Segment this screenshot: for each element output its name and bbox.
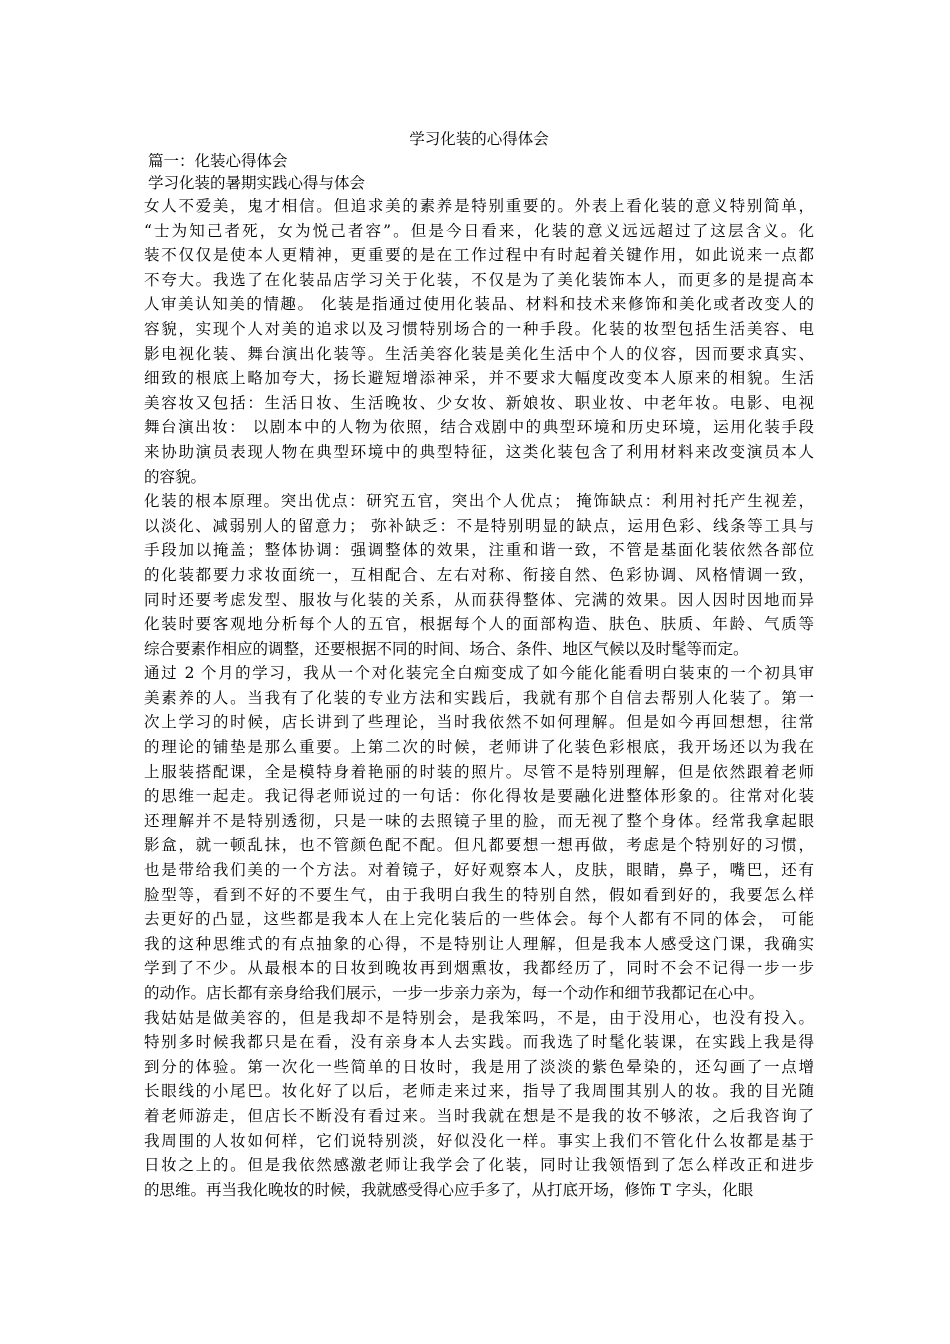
text-line: 也是带给我们美的一个方法。对着镜子，好好观察本人，皮肤，眼睛，鼻子，嘴巴，还有 <box>144 861 814 880</box>
text-line: 去更好的凸显，这些都是我本人在上完化装后的一些体会。每个人都有不同的体会， 可能 <box>144 910 814 929</box>
text-line: 化装时要客观地分析每个人的五官，根据每个人的面部构造、肤色、肤质、年龄、气质等 <box>144 615 814 634</box>
text-line: 特别多时候我都只是在看，没有亲身本人去实践。而我选了时髦化装课，在实践上我是得 <box>144 1033 814 1052</box>
document-title: 学习化装的心得体会 <box>409 130 549 148</box>
text-line: 的理论的铺垫是那么重要。上第二次的时候，老师讲了化装色彩根底，我开场还以为我在 <box>144 738 814 757</box>
text-line: 装不仅仅是使本人更精神，更重要的是在工作过程中有时起着关键作用，如此说来一点都 <box>144 246 814 265</box>
text-line: 我周围的人妆如何样，它们说特别淡，好似没化一样。事实上我们不管化什么妆都是基于 <box>144 1131 814 1150</box>
text-line: 综合要素作相应的调整，还要根据不同的时间、场合、条件、地区气候以及时髦等而定。 <box>144 639 749 658</box>
text-line: 影电视化装、舞台演出化装等。生活美容化装是美化生活中个人的仪容，因而要求真实、 <box>144 344 814 363</box>
text-line: 我姑姑是做美容的，但是我却不是特别会，是我笨吗，不是，由于没用心，也没有投入。 <box>144 1008 814 1027</box>
text-line: 着老师游走，但店长不断没有看过来。当时我就在想是不是我的妆不够浓，之后我咨询了 <box>144 1106 814 1125</box>
text-line: 次上学习的时候，店长讲到了些理论，当时我依然不如何理解。但是如今再回想想，往常 <box>144 713 814 732</box>
text-line: 的容貌。 <box>144 467 207 486</box>
text-line: 的思维一起走。我记得老师说过的一句话：你化得妆是要融化进整体形象的。往常对化装 <box>144 787 814 806</box>
text-line: 化装的根本原理。突出优点：研究五官，突出个人优点； 掩饰缺点：利用衬托产生视差， <box>144 492 814 511</box>
text-line: 学到了不少。从最根本的日妆到晚妆再到烟熏妆，我都经历了，同时不会不记得一步一步 <box>144 959 814 978</box>
paragraph <box>144 194 814 489</box>
text-line: 同时还要考虑发型、服妆与化装的关系，从而获得整体、完满的效果。因人因时因地而异 <box>144 590 814 609</box>
text-line: 人审美认知美的情趣。 化装是指通过使用化装品、材料和技术来修饰和美化或者改变人的 <box>144 295 814 314</box>
text-line: 我的这种思维式的有点抽象的心得，不是特别让人理解，但是我本人感受这门课，我确实 <box>144 934 814 953</box>
text-line: 细致的根底上略加夸大，扬长避短增添神采，并不要求大幅度改变本人原来的相貌。生活 <box>144 369 814 388</box>
text-line: 的思维。再当我化晚妆的时候，我就感受得心应手多了，从打底开场，修饰 T 字头，化眼 <box>144 1180 754 1199</box>
text-line: 影盒，就一顿乱抹，也不管颜色配不配。但凡都要想一想再做，考虑是个特别好的习惯， <box>144 836 814 855</box>
text-line: 的动作。店长都有亲身给我们展示，一步一步亲力亲为，每一个动作和细节我都记在心中。 <box>144 984 765 1002</box>
text-line: 舞台演出妆： 以剧本中的人物为依照，结合戏剧中的典型环境和历史环境，运用化装手段 <box>144 418 814 437</box>
text-line: 还理解并不是特别透彻，只是一味的去照镜子里的脸，而无视了整个身体。经常我拿起眼 <box>144 811 814 830</box>
text-line: 通过 2 个月的学习，我从一个对化装完全白痴变成了如今能化能看明白装束的一个初具审 <box>144 664 814 683</box>
document-page <box>144 128 814 1202</box>
text-line: 美素养的人。当我有了化装的专业方法和实践后，我就有那个自信去帮别人化装了。第一 <box>144 688 814 707</box>
text-line: “士为知己者死，女为悦己者容”。但是今日看来，化装的意义远远超过了这层含义。化 <box>144 221 814 240</box>
text-line: 不夸大。我选了在化装品店学习关于化装，不仅是为了美化装饰本人，而更多的是提高本 <box>144 270 814 289</box>
text-line: 以淡化、减弱别人的留意力； 弥补缺乏：不是特别明显的缺点，运用色彩、线条等工具与 <box>144 516 814 535</box>
text-line: 容貌，实现个人对美的追求以及习惯特别场合的一种手段。化装的妆型包括生活美容、电 <box>144 319 814 338</box>
text-line: 脸型等，看到不好的不要生气，由于我明白我生的特别自然，假如看到好的，我要怎么样 <box>144 885 814 904</box>
sub-heading: 学习化装的暑期实践心得与体会 <box>148 174 366 192</box>
text-line: 的化装都要力求妆面统一，互相配合、左右对称、衔接自然、色彩协调、风格情调一致， <box>144 565 814 584</box>
paragraph <box>144 661 814 1005</box>
paragraph <box>144 1006 814 1203</box>
text-line: 到分的体验。第一次化一些简单的日妆时，我是用了淡淡的紫色晕染的，还勾画了一点增 <box>144 1057 814 1076</box>
section-heading: 篇一：化装心得体会 <box>148 152 288 170</box>
text-line: 美容妆又包括：生活日妆、生活晚妆、少女妆、新娘妆、职业妆、中老年妆。电影、电视 <box>144 393 814 412</box>
text-line: 日妆之上的。但是我依然感激老师让我学会了化装，同时让我领悟到了怎么样改正和进步 <box>144 1156 814 1175</box>
text-line: 手段加以掩盖；整体协调：强调整体的效果，注重和谐一致，不管是基面化装依然各部位 <box>144 541 814 560</box>
document-body <box>144 194 814 1202</box>
text-line: 女人不爱美，鬼才相信。但追求美的素养是特别重要的。外表上看化装的意义特别简单， <box>144 197 814 215</box>
text-line: 上服装搭配课，全是模特身着艳丽的时装的照片。尽管不是特别理解，但是依然跟着老师 <box>144 762 814 781</box>
text-line: 长眼线的小尾巴。妆化好了以后，老师走来过来，指导了我周围其别人的妆。我的目光随 <box>144 1082 814 1101</box>
text-line: 来协助演员表现人物在典型环境中的典型特征，这类化装包含了利用材料来改变演员本人 <box>144 442 814 461</box>
paragraph <box>144 489 814 661</box>
